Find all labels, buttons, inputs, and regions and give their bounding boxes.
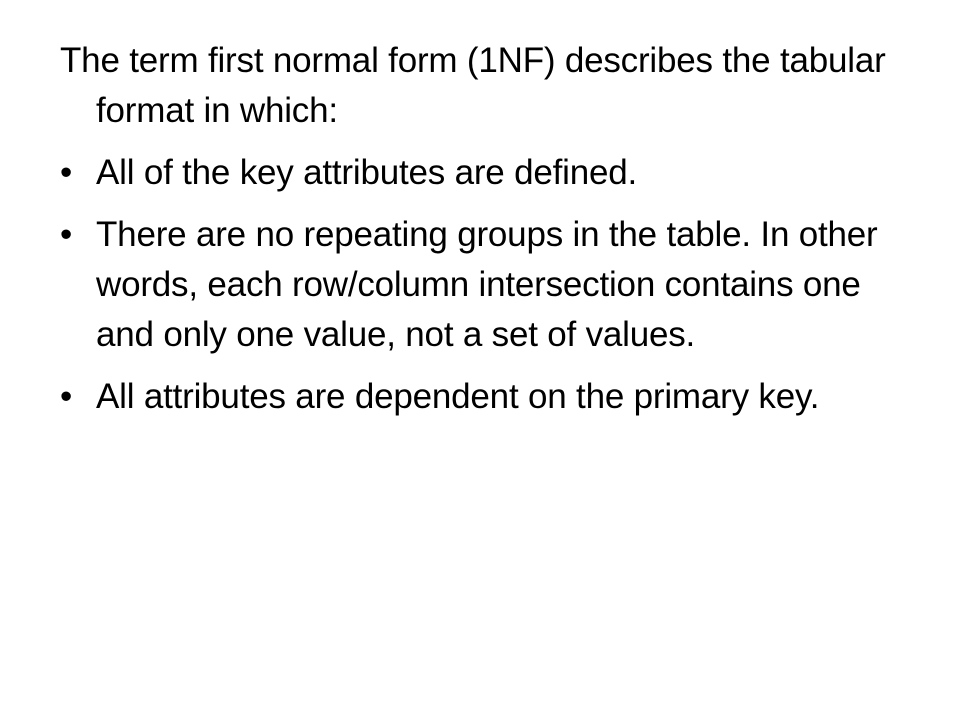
bullet-item-primary-key <box>60 372 900 422</box>
bullet-item-repeating-groups <box>60 210 900 360</box>
bullet-item-key-attributes <box>60 148 900 198</box>
bullet-list <box>60 148 900 422</box>
intro-text: The term first normal form (1NF) describes the tabular format in which: <box>60 41 886 130</box>
bullet-icon: • <box>60 377 73 416</box>
bullet-text: There are no repeating groups in the table. In other words, each row/column intersection contains one and only one value, not a set of values. <box>96 215 878 354</box>
bullet-icon: • <box>60 215 73 254</box>
bullet-text: All of the key attributes are defined. <box>96 153 638 192</box>
bullet-text: All attributes are dependent on the primary key. <box>96 377 820 416</box>
bullet-icon: • <box>60 153 73 192</box>
slide-content <box>60 36 900 434</box>
